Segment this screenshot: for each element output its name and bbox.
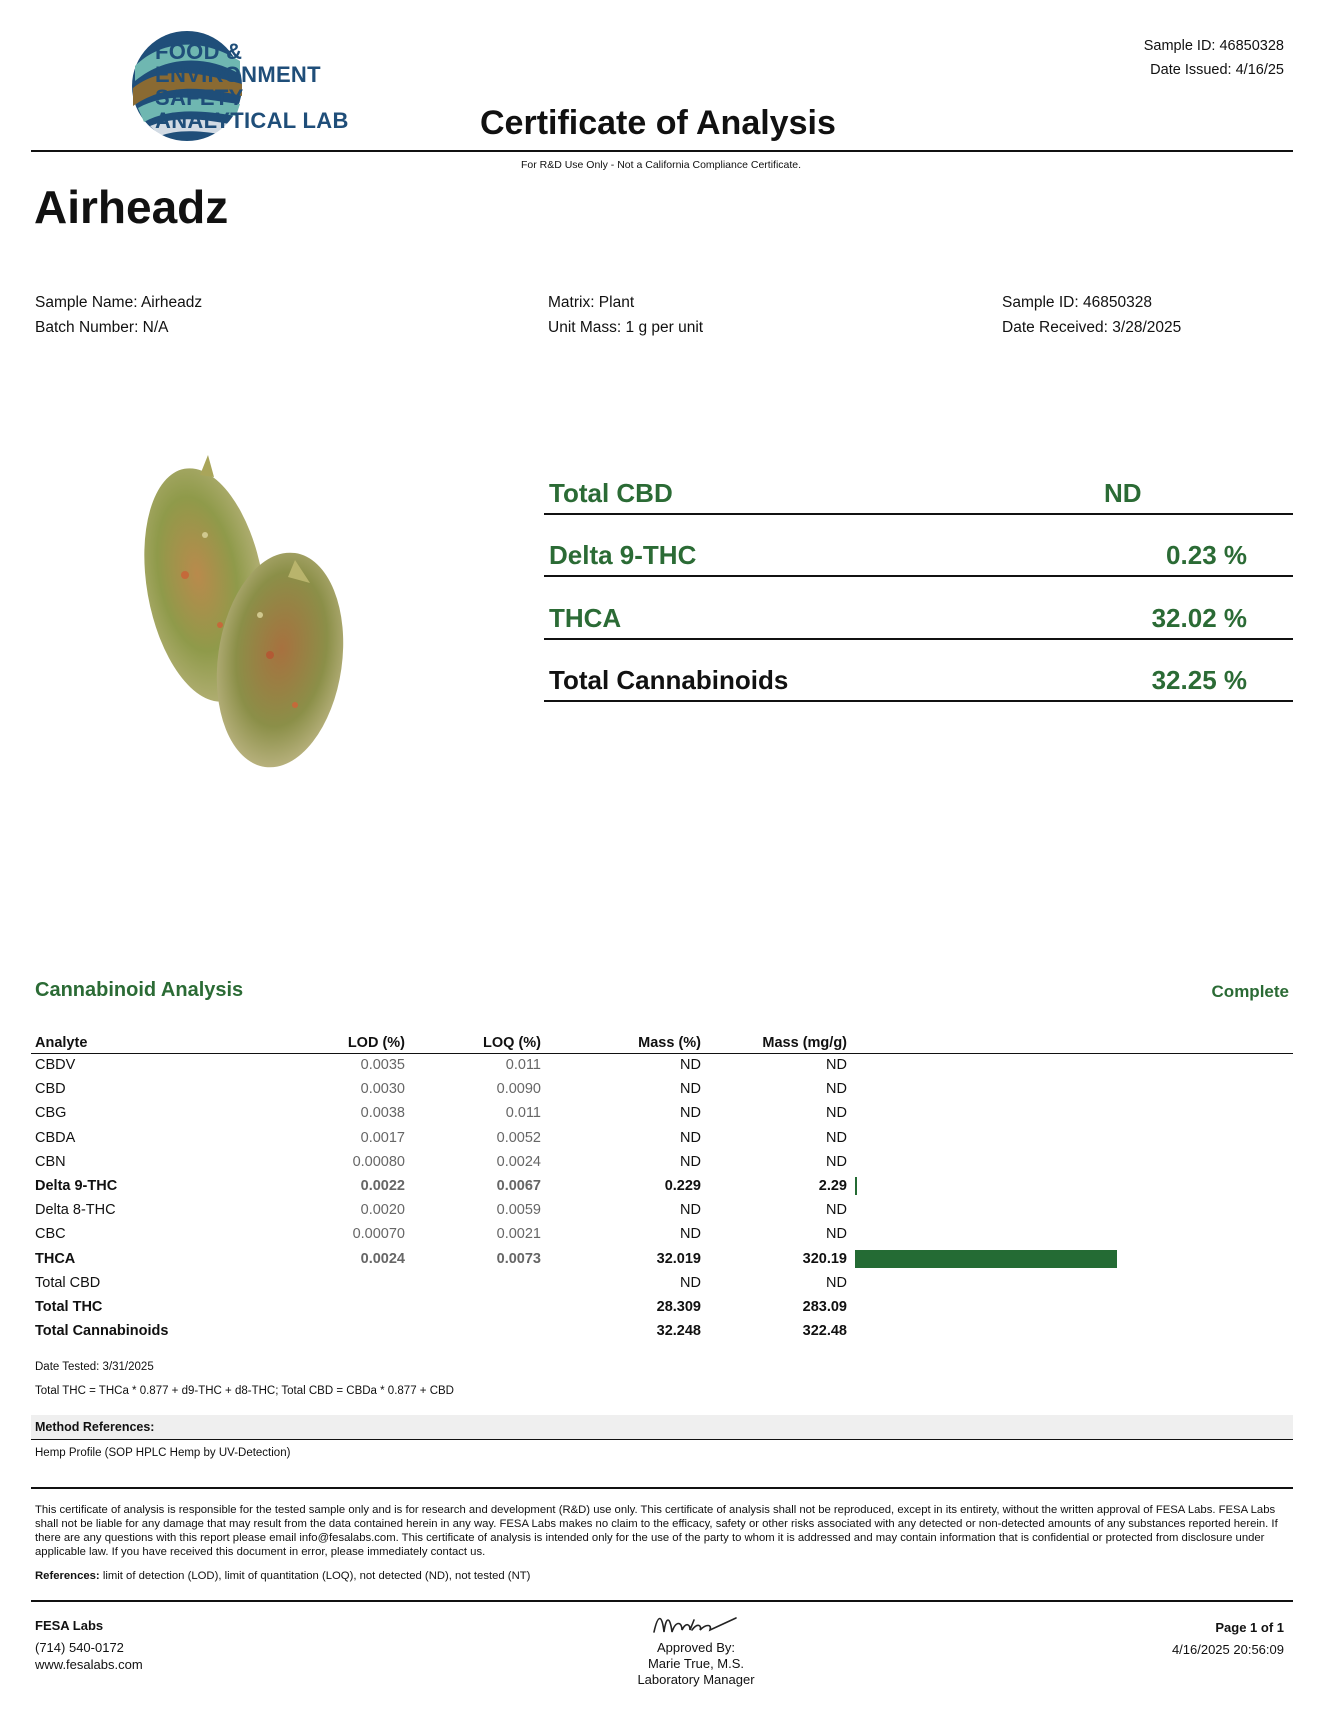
summary-label: Delta 9-THC: [549, 540, 697, 570]
sample-name: Sample Name: Airheadz: [35, 294, 203, 311]
column-header: Mass (mg/g): [701, 1033, 847, 1053]
cell-lod: 0.0024: [360, 1250, 405, 1267]
cell-analyte: CBN: [35, 1153, 66, 1170]
lab-name-line: SAFETY: [155, 85, 244, 110]
table-row: [31, 1053, 1293, 1077]
cell-mass-mg: ND: [826, 1129, 847, 1146]
disclaimer: This certificate of analysis is responsible for the tested sample only and is for research and development (R&D) use only. This certificate of analysis shall not be reproduced, except in its entirety, without the written approval of FESA Labs. FESA Labs shall not be liable for any damage that may result from the data contained herein in any way. FESA Labs makes no claim to the efficacy, safety or other risks associated with any detected or non-detected amounts of any substances reported herein. If there are any questions with this report please email info@fesalabs.com. This certificate of analysis is intended only for the use of the party to whom it is addressed and may contain information that is confidential or protected from disclosure under applicable law. If you have received this document in error, please immediately contact us.: [35, 1504, 1278, 1558]
cell-mass-mg: ND: [826, 1057, 847, 1074]
method-references-body: Hemp Profile (SOP HPLC Hemp by UV-Detection): [35, 1447, 291, 1459]
cell-loq: 0.0073: [496, 1250, 541, 1267]
cell-bar: [847, 1077, 1293, 1101]
cell-bar: [847, 1247, 1293, 1271]
cell-analyte: Total CBD: [35, 1274, 101, 1291]
lab-name-line: ENVIRONMENT: [155, 62, 321, 87]
date-received: Date Received: 3/28/2025: [1002, 319, 1182, 336]
cell-loq: [405, 1271, 541, 1295]
cell-lod: 0.0022: [360, 1178, 405, 1195]
cell-bar: [847, 1271, 1293, 1295]
cell-mass-mg: ND: [826, 1226, 847, 1243]
cell-mass-mg: ND: [826, 1274, 847, 1291]
cell-bar: [847, 1295, 1293, 1319]
table-row: [31, 1101, 1293, 1125]
header-sample-id: Sample ID: 46850328: [1143, 38, 1284, 54]
summary-value: 32.02 %: [1151, 602, 1247, 633]
cell-loq: 0.0021: [496, 1226, 541, 1243]
cell-loq: [405, 1295, 541, 1319]
analysis-title: Cannabinoid Analysis: [35, 979, 244, 1001]
table-header-row: [31, 1033, 1293, 1053]
info-column-1: [35, 290, 202, 340]
cell-mass-pct: ND: [680, 1057, 701, 1074]
summary-row: [544, 515, 1293, 578]
cell-analyte: CBC: [35, 1226, 66, 1243]
cell-mass-pct: ND: [680, 1129, 701, 1146]
table-row: [31, 1271, 1293, 1295]
cell-mass-pct: 0.229: [664, 1178, 701, 1195]
cell-analyte: Delta 8-THC: [35, 1202, 116, 1219]
table-row: [31, 1150, 1293, 1174]
cell-mass-mg: 320.19: [802, 1250, 847, 1267]
cell-analyte: Total Cannabinoids: [35, 1323, 169, 1340]
summary-row: [544, 577, 1293, 640]
lab-name: [155, 40, 349, 132]
cell-bar: [847, 1319, 1293, 1343]
cell-bar: [847, 1222, 1293, 1246]
document-title: Certificate of Analysis: [480, 104, 836, 142]
cell-bar: [847, 1101, 1293, 1125]
references: [35, 1570, 530, 1582]
table-body: [31, 1053, 1293, 1343]
cell-mass-pct: 32.248: [656, 1323, 701, 1340]
column-header-bar: [847, 1033, 1293, 1053]
cell-lod: 0.0035: [360, 1057, 405, 1074]
cell-mass-pct: ND: [680, 1274, 701, 1291]
total-formula: Total THC = THCa * 0.877 + d9-THC + d8-THC; Total CBD = CBDa * 0.877 + CBD: [35, 1385, 454, 1397]
summary-row: [544, 452, 1293, 515]
lab-name-line: FOOD &: [155, 39, 243, 64]
column-header: Analyte: [31, 1033, 291, 1053]
cell-mass-pct: 28.309: [656, 1298, 701, 1315]
cell-loq: 0.0067: [496, 1178, 541, 1195]
cell-mass-mg: ND: [826, 1105, 847, 1122]
footer-company: FESA Labs: [35, 1618, 104, 1633]
cell-loq: 0.0059: [496, 1202, 541, 1219]
column-header: LOQ (%): [405, 1033, 541, 1053]
references-text: limit of detection (LOD), limit of quantitation (LOQ), not detected (ND), not tested (NT): [99, 1570, 531, 1582]
cell-lod: [291, 1295, 405, 1319]
cell-mass-mg: ND: [826, 1153, 847, 1170]
cell-analyte: CBG: [35, 1105, 67, 1122]
cell-bar: [847, 1150, 1293, 1174]
cell-analyte: CBDV: [35, 1057, 76, 1074]
cell-mass-mg: ND: [826, 1081, 847, 1098]
date-tested: Date Tested: 3/31/2025: [35, 1361, 154, 1373]
cell-mass-mg: 283.09: [802, 1298, 847, 1315]
references-label: References:: [35, 1570, 100, 1582]
divider: [31, 1600, 1293, 1602]
sample-id: Sample ID: 46850328: [1002, 294, 1152, 311]
cell-loq: 0.0024: [496, 1153, 541, 1170]
cell-analyte: Total THC: [35, 1298, 103, 1315]
footer-phone: (714) 540-0172: [35, 1640, 124, 1655]
table-row: [31, 1198, 1293, 1222]
matrix: Matrix: Plant: [548, 294, 635, 311]
cell-mass-pct: ND: [680, 1105, 701, 1122]
cell-mass-mg: 2.29: [818, 1178, 847, 1195]
lab-name-line: ANALYTICAL LAB: [155, 108, 349, 133]
table-row: [31, 1174, 1293, 1198]
cell-loq: 0.0090: [496, 1081, 541, 1098]
product-photo: [110, 455, 380, 785]
divider: [31, 150, 1293, 152]
potency-summary: [544, 452, 1293, 702]
footer-timestamp: 4/16/2025 20:56:09: [1171, 1642, 1284, 1657]
divider: [31, 1487, 1293, 1489]
cell-mass-pct: ND: [680, 1153, 701, 1170]
unit-mass: Unit Mass: 1 g per unit: [548, 319, 704, 336]
cell-mass-mg: 322.48: [802, 1323, 847, 1340]
cell-analyte: CBD: [35, 1081, 66, 1098]
table-row: [31, 1247, 1293, 1271]
cell-lod: [291, 1319, 405, 1343]
approver-title: Laboratory Manager: [637, 1672, 755, 1687]
summary-value: 0.23 %: [1166, 540, 1247, 570]
summary-label: Total Cannabinoids: [549, 665, 789, 695]
cell-lod: 0.0017: [360, 1129, 405, 1146]
batch-number: Batch Number: N/A: [35, 319, 169, 336]
summary-value: ND: [1104, 477, 1142, 508]
footer-center: [0, 1640, 1322, 1688]
cell-lod: 0.0038: [360, 1105, 405, 1122]
cell-mass-pct: ND: [680, 1202, 701, 1219]
table-row: [31, 1077, 1293, 1101]
page-number: Page 1 of 1: [1215, 1620, 1284, 1635]
signature: [652, 1608, 742, 1640]
info-column-3: [1002, 290, 1181, 340]
cell-mass-pct: 32.019: [656, 1250, 701, 1267]
table-row: [31, 1126, 1293, 1150]
cell-mass-mg: ND: [826, 1202, 847, 1219]
summary-label: Total CBD: [549, 477, 673, 508]
cell-bar: [847, 1174, 1293, 1198]
cell-loq: 0.011: [505, 1105, 541, 1122]
cannabinoid-table: [31, 1033, 1293, 1343]
table-row: [31, 1222, 1293, 1246]
column-header: Mass (%): [541, 1033, 701, 1053]
footer-website: www.fesalabs.com: [35, 1657, 143, 1672]
rd-notice: For R&D Use Only - Not a California Compliance Certificate.: [520, 159, 802, 171]
cell-bar: [847, 1126, 1293, 1150]
cell-analyte: CBDA: [35, 1129, 76, 1146]
info-column-2: [548, 290, 703, 340]
cell-lod: 0.00080: [352, 1153, 405, 1170]
cell-mass-pct: ND: [680, 1226, 701, 1243]
column-header: LOD (%): [291, 1033, 405, 1053]
summary-row: [544, 640, 1293, 703]
cell-lod: [291, 1271, 405, 1295]
cell-bar: [847, 1198, 1293, 1222]
table-row: [31, 1295, 1293, 1319]
method-references-heading: Method References:: [31, 1415, 1293, 1440]
header-meta: [1144, 34, 1284, 82]
cell-bar: [847, 1053, 1293, 1077]
approved-by: Approved By:: [656, 1640, 736, 1655]
summary-value: 32.25 %: [1151, 665, 1247, 695]
cell-lod: 0.0020: [360, 1202, 405, 1219]
cell-loq: 0.0052: [496, 1129, 541, 1146]
cell-lod: 0.0030: [360, 1081, 405, 1098]
cell-loq: 0.011: [505, 1057, 541, 1074]
footer-right: [1172, 1617, 1284, 1661]
mass-bar: [855, 1177, 857, 1195]
cell-lod: 0.00070: [352, 1226, 405, 1243]
cell-mass-pct: ND: [680, 1081, 701, 1098]
analysis-status: Complete: [1211, 982, 1289, 1001]
header-date-issued: Date Issued: 4/16/25: [1150, 62, 1284, 78]
cell-analyte: Delta 9-THC: [35, 1178, 118, 1195]
table-row: [31, 1319, 1293, 1343]
cell-loq: [405, 1319, 541, 1343]
product-name: Airheadz: [34, 181, 229, 233]
summary-label: THCA: [549, 602, 622, 633]
mass-bar: [855, 1250, 1117, 1268]
cell-analyte: THCA: [35, 1250, 76, 1267]
approver-name: Marie True, M.S.: [647, 1656, 745, 1671]
